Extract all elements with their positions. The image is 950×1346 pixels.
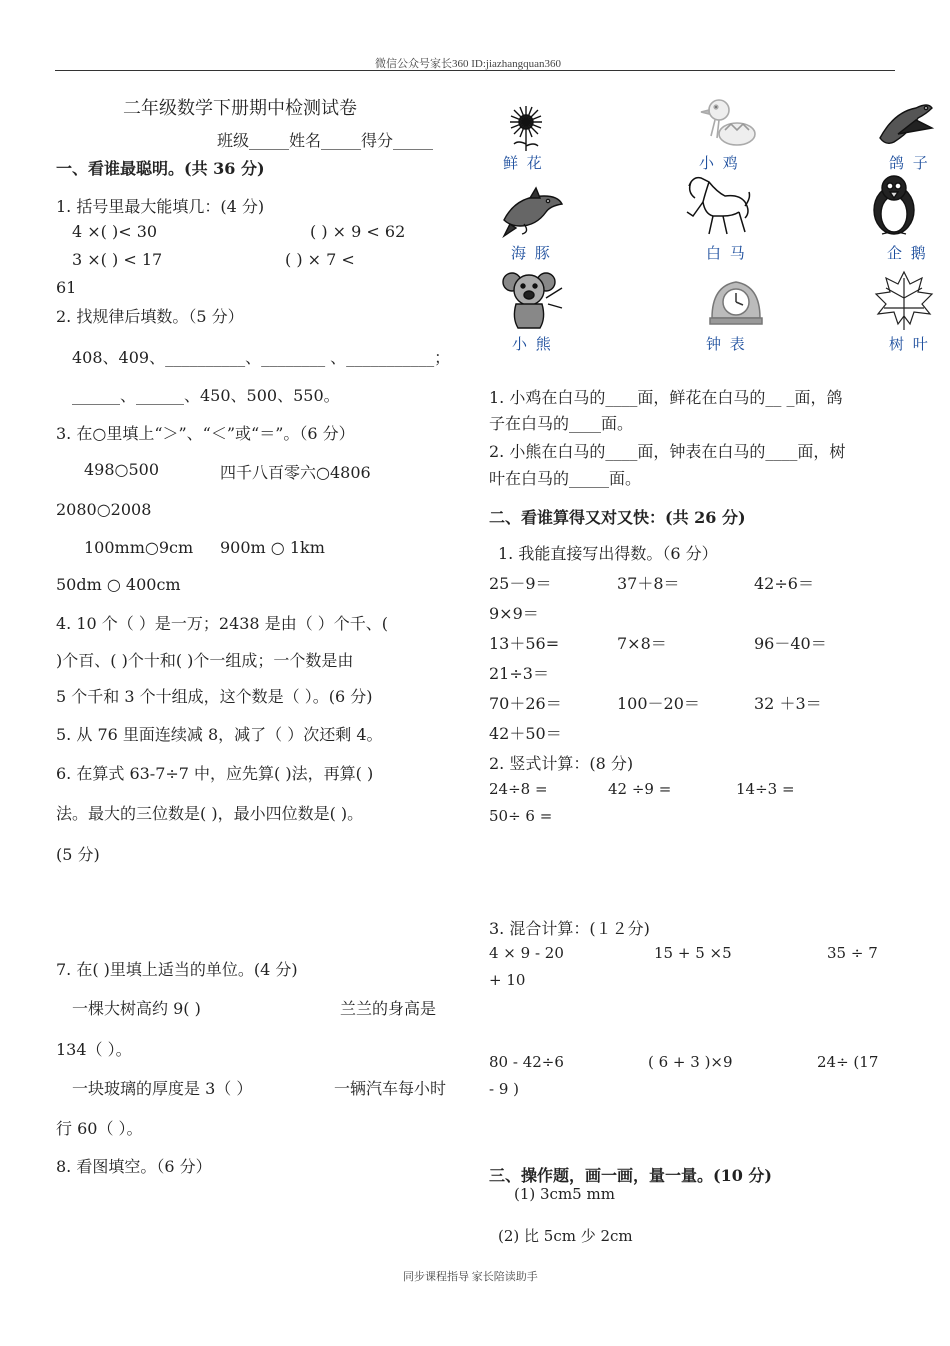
q7-item-f: 行 60（ ）。 xyxy=(56,1119,143,1138)
pic-q2-line-b: 叶在白马的_____面。 xyxy=(489,469,642,488)
q6-line-a: 6. 在算式 63-7÷7 中，应先算( )法，再算( ) xyxy=(56,764,374,783)
q1-text: 1. 括号里最大能填几：(4 分) xyxy=(56,197,265,216)
calc3-g: 24÷ (17 xyxy=(817,1053,879,1071)
clock-icon xyxy=(708,276,764,326)
calc1-text: 1. 我能直接写出得数。（6 分） xyxy=(498,544,718,563)
calc1-r1-b: 37＋8＝ xyxy=(617,574,680,593)
q7-text: 7. 在( )里填上适当的单位。(4 分) xyxy=(56,960,298,979)
leaf-icon xyxy=(872,268,936,334)
calc1-r1-a: 25－9＝ xyxy=(489,574,552,593)
q4-line-b: )个百、( )个十和( )个一组成；一个数是由 xyxy=(56,651,354,670)
picture-label-horse: 白 马 xyxy=(706,244,747,262)
q6-line-c: (5 分) xyxy=(56,845,100,864)
q3-item-b: 四千八百零六○4806 xyxy=(220,463,371,482)
penguin-icon xyxy=(866,172,922,238)
section-3-title: 三、操作题，画一画，量一量。(10 分) xyxy=(489,1166,772,1185)
q7-item-a: 一棵大树高约 9( ) xyxy=(72,999,201,1018)
q1-item-a: 4 ×( )< 30 xyxy=(72,222,158,241)
koala-icon xyxy=(500,268,564,332)
calc3-e: 80 - 42÷6 xyxy=(489,1053,564,1071)
section-2-title: 二、看谁算得又对又快：(共 26 分) xyxy=(489,508,746,527)
calc2-r1-c: 14÷3 = xyxy=(736,780,795,798)
q3-item-d: 100mm○9cm xyxy=(84,538,194,557)
calc3-c: 35 ÷ 7 xyxy=(827,944,878,962)
q4-line-a: 4. 10 个（ ）是一万；2438 是由（ ）个千、( xyxy=(56,614,389,633)
pic-q1-line-a: 1. 小鸡在白马的____面，鲜花在白马的__ _面，鸽 xyxy=(489,388,843,407)
chick-icon xyxy=(697,96,763,148)
section-1-title: 一、看谁最聪明。(共 36 分) xyxy=(56,159,265,178)
q3-item-c: 2080○2008 xyxy=(56,500,152,519)
calc1-r3-c: 96－40＝ xyxy=(754,634,827,653)
calc2-r1-a: 24÷8 = xyxy=(489,780,548,798)
calc1-r6: 42＋50＝ xyxy=(489,724,562,743)
header-rule xyxy=(55,70,895,71)
q5-text: 5. 从 76 里面连续减 8，减了（ ）次还剩 4。 xyxy=(56,725,383,744)
q1-item-d: ( ) × 7 < xyxy=(285,250,355,269)
calc3-a: 4 × 9 - 20 xyxy=(489,944,564,962)
calc2-r1-b: 42 ÷9 = xyxy=(608,780,672,798)
picture-label-dolphin: 海 豚 xyxy=(511,244,552,262)
q2-text: 2. 找规律后填数。（5 分） xyxy=(56,307,244,326)
calc2-text: 2. 竖式计算：(8 分) xyxy=(489,754,634,773)
page-footer: 同步课程指导 家长陪读助手 xyxy=(403,1271,538,1283)
op1-text: (1) 3cm5 mm xyxy=(514,1185,615,1203)
q3-item-e: 900m ○ 1km xyxy=(220,538,325,557)
pigeon-icon xyxy=(876,98,936,152)
q7-item-b: 兰兰的身高是 xyxy=(340,999,437,1018)
picture-label-flower: 鲜 花 xyxy=(503,154,544,172)
op2-text: (2) 比 5cm 少 2cm xyxy=(498,1227,633,1245)
info-line: 班级_____姓名_____得分_____ xyxy=(217,131,434,150)
calc3-f: ( 6 + 3 )×9 xyxy=(648,1053,733,1071)
calc1-r1-c: 42÷6＝ xyxy=(754,574,814,593)
q7-item-c: 134（ ）。 xyxy=(56,1040,132,1059)
calc3-b: 15 + 5 ×5 xyxy=(654,944,732,962)
calc1-r5-c: 32 ＋3＝ xyxy=(754,694,822,713)
q2-line-a: 408、409、__________、________ 、___________； xyxy=(72,348,451,367)
q8-text: 8. 看图填空。（6 分） xyxy=(56,1157,212,1176)
calc1-r3-b: 7×8＝ xyxy=(617,634,667,653)
picture-label-leaf: 树 叶 xyxy=(889,335,930,353)
q7-item-e: 一辆汽车每小时 xyxy=(334,1079,447,1098)
horse-icon xyxy=(683,172,753,238)
q1-item-b: ( ) × 9 < 62 xyxy=(310,222,406,241)
pic-q2-line-a: 2. 小熊在白马的____面，钟表在白马的____面，树 xyxy=(489,442,846,461)
picture-label-chick: 小 鸡 xyxy=(699,154,740,172)
calc2-r2: 50÷ 6 = xyxy=(489,807,553,825)
q3-item-a: 498○500 xyxy=(84,460,160,479)
dolphin-icon xyxy=(500,186,564,238)
calc3-h: - 9 ) xyxy=(489,1080,519,1098)
calc3-text: 3. 混合计算：(１２分) xyxy=(489,919,650,938)
page-title: 二年级数学下册期中检测试卷 xyxy=(123,98,357,119)
q1-item-e: 61 xyxy=(56,278,77,297)
q7-item-d: 一块玻璃的厚度是 3（ ） xyxy=(72,1079,253,1098)
picture-label-pigeon: 鸽 子 xyxy=(889,154,930,172)
calc1-r2: 9×9＝ xyxy=(489,604,539,623)
page-header: 微信公众号家长360 ID:jiazhangquan360 xyxy=(375,58,562,70)
calc1-r5-a: 70＋26＝ xyxy=(489,694,562,713)
flower-icon xyxy=(500,104,552,152)
picture-label-penguin: 企 鹅 xyxy=(887,244,928,262)
picture-label-clock: 钟 表 xyxy=(706,335,747,353)
calc1-r4: 21÷3＝ xyxy=(489,664,549,683)
calc1-r3-a: 13＋56= xyxy=(489,634,560,653)
calc1-r5-b: 100－20＝ xyxy=(617,694,700,713)
q3-item-f: 50dm ○ 400cm xyxy=(56,575,181,594)
calc3-d: + 10 xyxy=(489,971,526,989)
q2-line-b: ______、______、450、500、550。 xyxy=(72,386,340,405)
q3-text: 3. 在○里填上“＞”、“＜”或“＝”。（6 分） xyxy=(56,424,355,443)
q6-line-b: 法。最大的三位数是( )，最小四位数是( )。 xyxy=(56,804,364,823)
pic-q1-line-b: 子在白马的____面。 xyxy=(489,414,634,433)
picture-label-koala: 小 熊 xyxy=(512,335,553,353)
q1-item-c: 3 ×( ) < 17 xyxy=(72,250,163,269)
q4-line-c: 5 个千和 3 个十组成，这个数是（ ）。(6 分) xyxy=(56,687,373,706)
